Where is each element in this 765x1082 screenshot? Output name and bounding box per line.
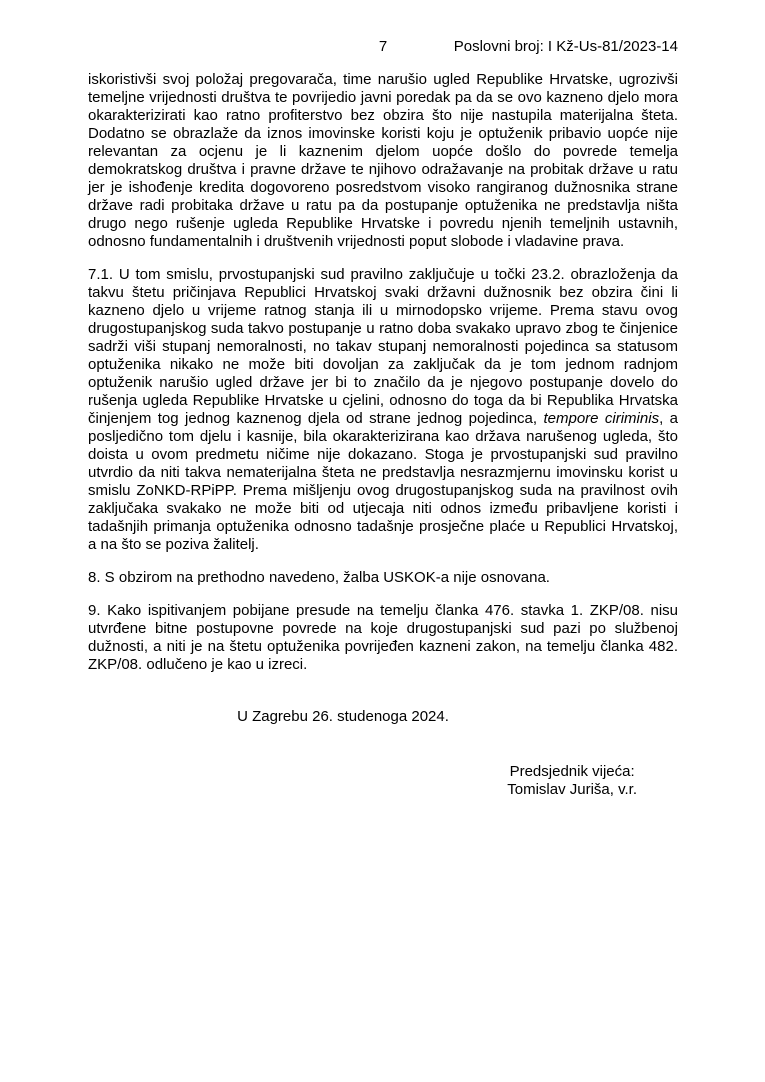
paragraph-7-1-text-before: 7.1. U tom smislu, prvostupanjski sud pravilno zaključuje u točki 23.2. obrazloženja da takvu štetu pričinjava Republici Hrvatskoj svaki državni dužnosnik bez obzira čini li kazneno djelo u vrijeme ratnog stanja ili u mirnodopsko vrijeme. Prema stavu ovog drugostupanjskog suda takvo postupanje u ratno doba svakako upravo zbog te činjenice sadrži viši stupanj nemoralnosti, no takav stupanj nemoralnosti pojedinca sa statusom optuženika nikako ne može biti dovoljan za zaključak da je tom jednom radnjom optuženik narušio ugled države jer bi to značilo da je njegovo postupanje dovelo do rušenja ugleda Republike Hrvatske u cjelini, odnosno do toga da bi Republika Hrvatska činjenjem tog jednog kaznenog djela od strane jednog pojedinca, <box>88 266 678 427</box>
case-reference: Poslovni broj: I Kž-Us-81/2023-14 <box>453 38 678 55</box>
signature-name: Tomislav Juriša, v.r. <box>507 781 637 798</box>
paragraph-9: 9. Kako ispitivanjem pobijane presude na temelju članka 476. stavka 1. ZKP/08. nisu utvrđene bitne postupovne povrede na koje drugostupanjski sud pazi po službenoj dužnosti, a niti je na štetu optuženika povrijeđen kazneni zakon, na temelju članka 482. ZKP/08. odlučeno je kao u izreci. <box>88 602 678 673</box>
paragraph-7-1-text-after: , a posljedično tom djelu i kasnije, bila okarakterizirana kao država narušenog ugleda, što doista u ovom predmetu ničime nije dokazano. Stoga je prvostupanjski sud pravilno utvrdio da niti takva nematerijalna šteta ne predstavlja nesrazmjernu imovinsku korist u smislu ZoNKD-RPiPP. Prema mišljenju ovog drugostupanjskog suda na pravilnost ovih zaključaka svakako ne može biti od utjecaja niti odnos između pribavljene koristi i tadašnjih primanja optuženika odnosno tadašnje prosječne plaće u Republici Hrvatskoj, a na što se poziva žalitelj. <box>88 410 678 553</box>
page-header <box>88 38 678 56</box>
paragraph-8: 8. S obzirom na prethodno navedeno, žalba USKOK-a nije osnovana. <box>88 569 550 586</box>
signature-inner <box>507 763 637 799</box>
signature-title: Predsjednik vijeća: <box>509 763 635 780</box>
latin-phrase-italic: tempore ciriminis <box>543 410 660 427</box>
page-number: 7 <box>378 38 388 55</box>
paragraph-7-1 <box>88 266 678 554</box>
date-line: U Zagrebu 26. studenoga 2024. <box>237 708 449 725</box>
paragraph-intro: iskoristivši svoj položaj pregovarača, time narušio ugled Republike Hrvatske, ugrozivši temeljne vrijednosti društva te povrijedio javni poredak pa da se ovo kazneno djelo mora okarakterizirati kao ratno profiterstvo bez obzira što nije nastupila materijalna šteta. Dodatno se obrazlaže da iznos imovinske koristi koju je optuženik pribavio uopće nije relevantan za ocjenu je li kaznenim djelom uopće došlo do povrede temelja demokratskog društva i pravne države te njihovo odražavanje na probitak države u ratu jer je ishođenje kredita dogovoreno posredstvom visoko rangiranog dužnosnika strane države radi probitaka države u ratu pa da postupanje optuženika ne predstavlja ništa drugo nego rušenje ugleda Republike Hrvatske i povredu njenih temeljnih ustavnih, odnosno fundamentalnih i društvenih vrijednosti poput slobode i vladavine prava. <box>88 71 678 250</box>
signature-block <box>88 763 678 799</box>
